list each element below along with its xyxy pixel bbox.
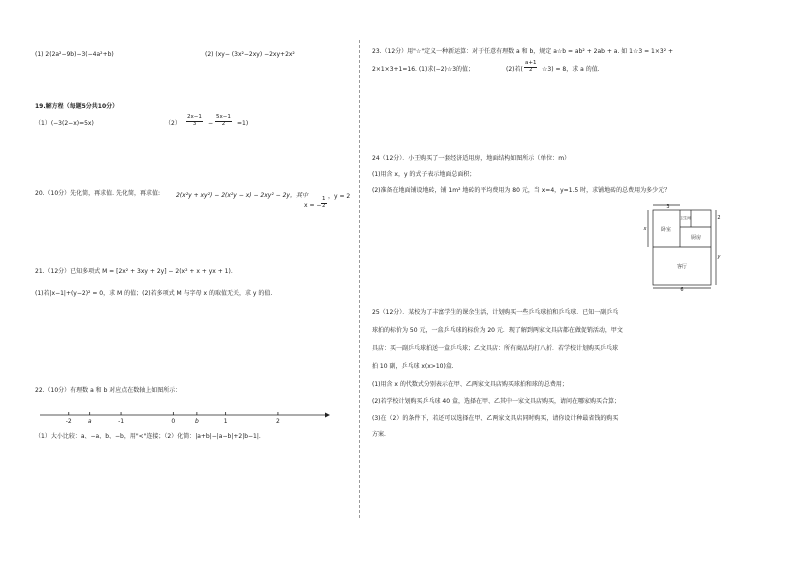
q20-y-text: ，y = 2 (328, 193, 351, 200)
q19-minus: − (208, 120, 214, 127)
floor-plan-dim-bottom: 6 (680, 287, 684, 293)
q25-line-1: 25（12分）．某校为了丰富学生的课余生活，计划购买一些乒乓球拍和乒乓球．已知一副乒乓 (372, 309, 619, 316)
q22-sub-questions: （1）大小比较：a、−a、b、−b，用"<"连接；（2）化简：|a+b|−|a−b|+2|b−1|. (35, 433, 261, 440)
q19-fraction-1-num: 2x−1 (187, 114, 202, 120)
number-line-label-5: 1 (223, 418, 228, 425)
number-line-arrow (325, 413, 330, 418)
q23-fraction-num: a+1 (525, 60, 537, 66)
room-bedroom: 卧室 (660, 227, 672, 233)
q23-fraction (524, 61, 537, 74)
floor-plan-outline (653, 210, 711, 285)
q25-line-3: 具店：买一副乒乓球拍送一盒乒乓球；乙文具店：所有商品均打八折．若学校计划购买乒乓球 (372, 345, 619, 352)
q23-line-1: 23.（12分）用"☆"定义一种新运算：对于任意有理数 a 和 b，规定 a☆b = ab² + 2ab + a. 如 1☆3 = 1×3² + (372, 48, 674, 55)
q23-line-2: 2×1×3+1=16. (1)求(−2)☆3的值； (372, 66, 475, 73)
q24-line-3: (2)准备在地面铺设地砖，铺 1m² 地砖的平均费用为 80 元，当 x=4，y=1.5 时，求铺地砖的总费用为多少元？ (372, 187, 671, 194)
room-bathroom: 卫生间 (680, 216, 691, 220)
q23-line-2b-prefix: (2)若( (506, 66, 523, 73)
q20-x-den: 2 (322, 202, 326, 209)
q19-fraction-2-num: 5x−1 (216, 114, 231, 120)
q18-item-1: (1) 2(2a²−9b)−3(−4a²+b) (35, 51, 114, 58)
floor-plan-diagram (640, 200, 721, 293)
floor-plan-dim-x: x (643, 226, 647, 232)
q18-item-2: (2) (xy− (3x²−2xy) −2xy+2x² (205, 51, 295, 58)
q23-line-2b-suffix: ☆3) = 8，求 a 的值. (542, 66, 600, 73)
number-line-label-6: 2 (276, 418, 280, 425)
floor-plan-dim-y: y (717, 254, 721, 260)
q19-fraction-2-den: 2 (221, 120, 226, 127)
q19-fraction-1-den: 3 (192, 120, 197, 127)
q19-item-1: （1）(−3(2−x)=5x) (35, 120, 94, 127)
number-line-label-3: 0 (171, 418, 176, 425)
number-line-label-1: a (87, 418, 92, 425)
floor-plan-dim-top: 3 (666, 204, 670, 210)
q24-line-2: (1)用含 x，y 的式子表示地面总面积； (372, 171, 476, 178)
number-line-label-4: b (194, 418, 199, 425)
q22-text: 22.（10分）有理数 a 和 b 对应点在数轴上如图所示： (35, 387, 182, 394)
q25-item-3: (3)在（2）的条件下，若还可以选择在甲、乙两家文具店同时购买，请你设计种最省钱的购买 (372, 415, 619, 422)
q21-line-2: (1)若|x−1|+(y−2)² = 0，求 M 的值；(2)若多项式 M 与字母 x 的取值无关，求 y 的值. (35, 290, 273, 297)
q23-fraction-den: 2 (528, 66, 533, 73)
q19-item-2-suffix: =1) (237, 120, 249, 127)
column-divider (359, 40, 360, 518)
q25-item-1: (1)用含 x 的代数式分别表示在甲、乙两家文具店购买球拍和球的总费用； (372, 381, 568, 388)
number-line (35, 402, 335, 432)
floor-plan-dim-right: 2 (717, 215, 721, 221)
room-kitchen: 厨房 (690, 235, 702, 241)
q25-item-2: (2)若学校计划购买乒乓球 40 盒，选择在甲、乙其中一家文具店购买，请问在哪家购买合算； (372, 398, 620, 405)
q20-x-num: 1 (322, 196, 326, 202)
q19-item-2-prefix: （2） (165, 120, 181, 127)
q19-fraction-1 (186, 115, 203, 128)
number-line-label-2: -1 (118, 418, 125, 425)
q24-line-1: 24（12分）．小王购买了一套经济适用房，地面结构如图所示（单位：m） (372, 155, 571, 162)
q21-line-1: 21.（12分）已知多项式 M = [2x² + 3xy + 2y] − 2(x² + x + yx + 1). (35, 268, 233, 275)
room-living: 客厅 (676, 264, 688, 270)
q20-x-fraction (321, 197, 327, 210)
q19-header: 19.解方程（每题5分共10分） (35, 103, 119, 110)
q20-expression: 2(x²y + xy²) − 2(x²y − x) − 2xy² − 2y，其中 (176, 192, 308, 199)
q25-line-4: 拍 10 副，乒乓球 x(x>10)盒. (372, 363, 454, 370)
q20-x-prefix: x = − (304, 202, 322, 209)
q25-item-4: 方案. (372, 431, 386, 438)
q19-fraction-2 (215, 115, 232, 128)
number-line-label-0: -2 (65, 418, 72, 425)
q20-text: 20.（10分）先化简，再求值. 先化简，再求值: (35, 190, 161, 197)
q25-line-2: 球拍的标价为 50 元，一盒乒乓球的标价为 20 元．现了解到两家文具店都在做促销活动，甲文 (372, 327, 623, 334)
